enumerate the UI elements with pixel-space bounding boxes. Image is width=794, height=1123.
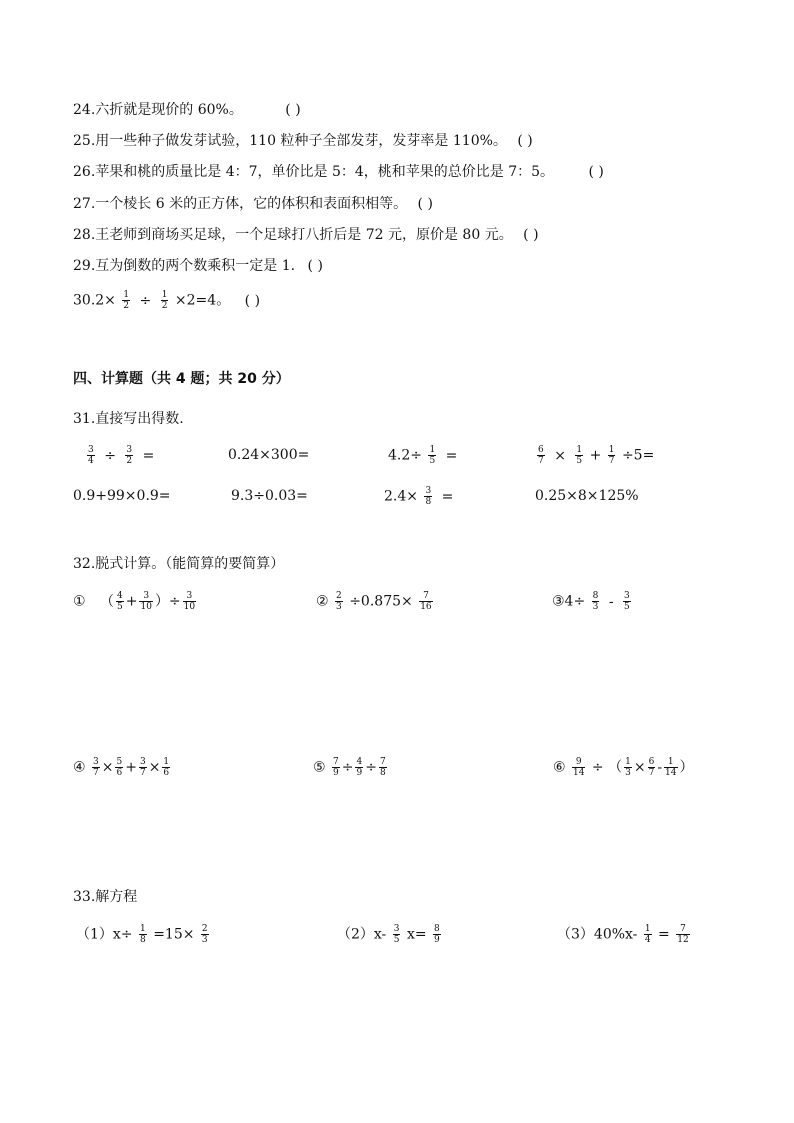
operator: ÷ （: [591, 759, 623, 776]
expression-part: （2）x-: [337, 926, 387, 943]
question-26: [73, 162, 604, 182]
numerator: 3: [139, 757, 146, 767]
numerator: 3: [186, 591, 193, 601]
numerator: 3: [126, 445, 133, 455]
answer-blank[interactable]: ( ): [285, 102, 301, 118]
numerator: 3: [88, 445, 94, 455]
item-marker: ③4÷: [552, 593, 586, 610]
question-text: 王老师到商场买足球，一个足球打八折后是 72 元，原价是 80 元。: [95, 227, 513, 243]
expression-part: =: [658, 926, 670, 943]
fraction: [115, 757, 123, 778]
numerator: 1: [429, 445, 436, 455]
calc-problem-6: [553, 757, 694, 778]
answer-blank[interactable]: ( ): [523, 227, 539, 243]
fraction: [419, 591, 432, 612]
numerator: 1: [667, 757, 674, 767]
question-number: 30.: [73, 292, 96, 309]
denominator: 6: [116, 768, 123, 778]
operator: -: [608, 593, 614, 610]
denominator: 9: [356, 768, 363, 778]
answer-blank[interactable]: ( ): [417, 196, 433, 212]
fraction: [623, 591, 631, 612]
denominator: 14: [573, 768, 585, 778]
numerator: 1: [608, 445, 615, 455]
denominator: 2: [161, 301, 168, 311]
question-text: 六折就是现价的 60%。: [95, 102, 243, 118]
fraction: [122, 290, 130, 311]
numerator: 3: [393, 924, 400, 934]
fraction: [624, 757, 632, 778]
denominator: 10: [183, 602, 196, 612]
fraction: [664, 757, 677, 778]
question-text: 一个棱长 6 米的正方体，它的体积和表面积相等。: [95, 196, 408, 212]
fraction: [139, 591, 152, 612]
numerator: 3: [425, 486, 432, 496]
numerator: 3: [93, 757, 99, 767]
paren-open: （: [100, 593, 115, 610]
question-32-title: 32.脱式计算。（能简算的要简算）: [73, 556, 285, 572]
calc-problem-5: [313, 757, 389, 778]
denominator: 4: [88, 456, 94, 466]
answer-blank[interactable]: ( ): [588, 164, 604, 180]
fraction: [379, 757, 387, 778]
denominator: 5: [624, 602, 630, 612]
answer-blank[interactable]: ( ): [307, 258, 323, 274]
denominator: 8: [140, 935, 146, 945]
expression-part: 2×: [95, 292, 116, 309]
question-number: 29.: [73, 258, 96, 274]
operator: ×: [101, 759, 114, 776]
numerator: 8: [592, 591, 599, 601]
fraction: [433, 924, 441, 945]
calc-problem-1: [73, 591, 198, 612]
item-marker: ⑤: [313, 759, 326, 776]
denominator: 5: [576, 456, 583, 466]
fraction: [355, 757, 363, 778]
numerator: 1: [123, 290, 130, 300]
numerator: 6: [538, 445, 544, 455]
expression-part: （1）x÷: [76, 926, 133, 943]
numerator: 1: [625, 757, 631, 767]
operator: ×: [148, 759, 161, 776]
expression-part: （3）40%x-: [557, 926, 638, 943]
fraction: [139, 757, 147, 778]
fraction: [428, 445, 436, 466]
numerator: 2: [201, 924, 208, 934]
denominator: 10: [140, 602, 152, 612]
numerator: 1: [576, 445, 583, 455]
operator: ÷: [139, 292, 152, 309]
paren-close: ）: [679, 759, 694, 776]
operator: ×: [554, 447, 566, 464]
calc-item: 0.9+99×0.9=: [73, 488, 171, 504]
denominator: 3: [336, 602, 342, 612]
question-28: [73, 225, 539, 245]
answer-blank[interactable]: ( ): [244, 292, 261, 309]
fraction: [393, 924, 401, 945]
section-heading: 四、计算题（共 4 题；共 20 分）: [73, 371, 290, 387]
numerator: 4: [117, 591, 123, 601]
fraction: [424, 486, 432, 507]
question-number: 26.: [73, 164, 96, 180]
calc-item: 0.25×8×125%: [535, 488, 639, 504]
expression-part: ×2=4。: [174, 292, 231, 309]
denominator: 12: [677, 935, 689, 945]
numerator: 2: [336, 591, 342, 601]
denominator: 4: [644, 935, 651, 945]
question-number: 27.: [73, 196, 96, 212]
operator: +: [589, 447, 602, 464]
calc-item: [85, 445, 157, 466]
operator: ÷: [341, 759, 354, 776]
operator: ÷: [365, 759, 377, 776]
denominator: 7: [608, 456, 615, 466]
denominator: 3: [201, 935, 208, 945]
operator: =: [445, 447, 458, 464]
denominator: 6: [163, 768, 170, 778]
denominator: 7: [648, 768, 655, 778]
denominator: 2: [126, 456, 133, 466]
denominator: 5: [393, 935, 400, 945]
item-marker: ②: [316, 593, 329, 610]
numerator: 3: [624, 591, 630, 601]
expression-part: =15×: [153, 926, 195, 943]
calc-item: [535, 445, 654, 466]
question-number: 25.: [73, 133, 96, 149]
fraction: [162, 757, 170, 778]
question-text: 苹果和桃的质量比是 4：7，单价比是 5：4，桃和苹果的总价比是 7：5。: [95, 164, 555, 180]
equation-3: [557, 924, 692, 945]
denominator: 16: [420, 602, 432, 612]
fraction: [676, 924, 689, 945]
numerator: 7: [379, 757, 386, 767]
operator: +: [125, 593, 138, 610]
numerator: 8: [434, 924, 440, 934]
operator: +: [125, 759, 137, 776]
fraction: [537, 445, 545, 466]
calc-item: 0.24×300=: [228, 447, 310, 463]
numerator: 4: [356, 757, 363, 767]
operator: ）÷: [154, 593, 181, 610]
denominator: 9: [434, 935, 440, 945]
equation-1: [76, 924, 211, 945]
operator: =: [441, 488, 454, 505]
numerator: 1: [161, 290, 168, 300]
numerator: 3: [143, 591, 150, 601]
denominator: 9: [333, 768, 339, 778]
calc-problem-3: [552, 591, 633, 612]
fraction: [592, 591, 600, 612]
question-31-title: 31.直接写出得数.: [73, 411, 184, 427]
denominator: 7: [93, 768, 99, 778]
equation-2: [337, 924, 443, 945]
item-marker: ④: [73, 759, 86, 776]
denominator: 8: [425, 497, 432, 507]
numerator: 7: [680, 924, 686, 934]
numerator: 1: [644, 924, 651, 934]
fraction: [92, 757, 100, 778]
numerator: 1: [163, 757, 170, 767]
numerator: 6: [648, 757, 655, 767]
denominator: 3: [592, 602, 599, 612]
calc-problem-2: [316, 591, 435, 612]
fraction: [161, 290, 169, 311]
fraction: [87, 445, 95, 466]
calc-problem-4: [73, 757, 172, 778]
numerator: 7: [423, 591, 429, 601]
denominator: 14: [665, 768, 677, 778]
denominator: 7: [538, 456, 544, 466]
question-number: 24.: [73, 102, 96, 118]
fraction: [125, 445, 133, 466]
fraction: [644, 924, 652, 945]
question-29: [73, 256, 323, 276]
fraction: [608, 445, 616, 466]
operator: ÷: [104, 447, 116, 464]
denominator: 8: [379, 768, 386, 778]
expression-part: ÷5=: [621, 447, 655, 464]
item-marker: ⑥: [553, 759, 566, 776]
denominator: 2: [123, 301, 130, 311]
fraction: [575, 445, 583, 466]
denominator: 5: [117, 602, 123, 612]
answer-blank[interactable]: ( ): [517, 133, 533, 149]
fraction: [332, 757, 340, 778]
denominator: 7: [139, 768, 146, 778]
question-33-title: 33.解方程: [73, 889, 138, 905]
fraction: [572, 757, 585, 778]
question-number: 28.: [73, 227, 96, 243]
expression-part: x=: [406, 926, 427, 943]
expression-part: ÷0.875×: [349, 593, 413, 610]
operator: ×: [633, 759, 646, 776]
question-30: [73, 290, 260, 311]
question-24: [73, 100, 301, 120]
calc-item: 9.3÷0.03=: [231, 488, 308, 504]
fraction: [648, 757, 656, 778]
calc-item: [384, 486, 456, 507]
numerator: 7: [333, 757, 339, 767]
question-text: 互为倒数的两个数乘积一定是 1.: [95, 258, 296, 274]
question-27: [73, 194, 433, 214]
operator: =: [142, 447, 155, 464]
question-text: 用一些种子做发芽试验，110 粒种子全部发芽，发芽率是 110%。: [95, 133, 507, 149]
numerator: 9: [575, 757, 582, 767]
denominator: 5: [429, 456, 436, 466]
calc-item: [388, 445, 460, 466]
fraction: [183, 591, 196, 612]
question-25: [73, 131, 533, 151]
fraction: [139, 924, 147, 945]
item-marker: ①: [73, 593, 86, 610]
fraction: [335, 591, 343, 612]
fraction: [116, 591, 124, 612]
expression-part: 2.4×: [384, 488, 418, 505]
numerator: 5: [116, 757, 123, 767]
expression-part: 4.2÷: [388, 447, 422, 464]
operator: -: [657, 759, 663, 776]
denominator: 3: [625, 768, 631, 778]
fraction: [201, 924, 209, 945]
numerator: 1: [140, 924, 146, 934]
